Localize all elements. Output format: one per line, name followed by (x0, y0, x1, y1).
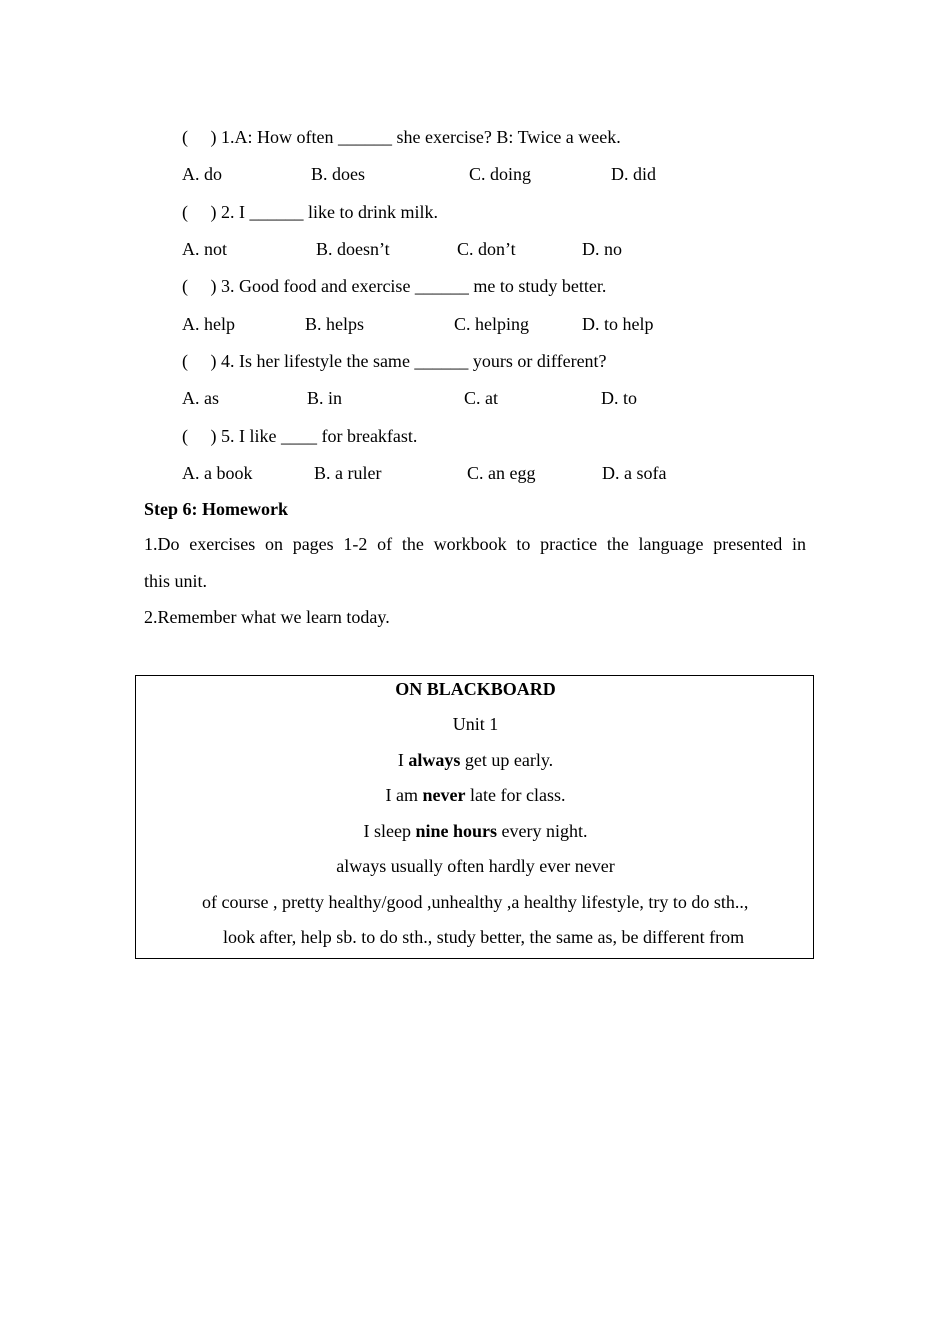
blackboard-sentence-3 (136, 819, 815, 843)
sentence-3-end: every night. (497, 821, 588, 841)
question-3-option-a: A. help (182, 314, 235, 334)
homework-item-2: 2.Remember what we learn today. (144, 607, 390, 627)
sentence-1-end: get up early. (460, 750, 554, 770)
question-1-option-c: C. doing (469, 164, 532, 184)
blackboard-box (135, 675, 814, 959)
blackboard-phrases-line-2: look after, help sb. to do sth., study better, the same as, be different from (223, 927, 745, 947)
question-1-option-d: D. did (611, 164, 656, 184)
question-3-stem: ( ) 3. Good food and exercise ______ me to study better. (182, 276, 607, 296)
question-2-option-c: C. don’t (457, 239, 516, 259)
question-1-option-a: A. do (182, 164, 222, 184)
question-4-option-b: B. in (307, 388, 343, 408)
homework-item-1-line-2: this unit. (144, 571, 208, 591)
question-2-option-d: D. no (582, 239, 622, 259)
blackboard-sentence-2 (136, 783, 815, 807)
question-3-option-c: C. helping (454, 314, 529, 334)
sentence-2-start: I am (385, 785, 423, 805)
blackboard-phrases-line-1: of course , pretty healthy/good ,unhealthy ,a healthy lifestyle, try to do sth.., (202, 892, 749, 912)
blackboard-unit: Unit 1 (452, 714, 499, 734)
sentence-1-start: I (397, 750, 409, 770)
question-5-option-b: B. a ruler (314, 463, 382, 483)
blackboard-sentence-1 (136, 748, 815, 772)
question-5-option-d: D. a sofa (602, 463, 667, 483)
blackboard-adverbs: always usually often hardly ever never (336, 856, 615, 876)
sentence-1-keyword: always (408, 750, 461, 770)
question-3-option-d: D. to help (582, 314, 654, 334)
sentence-2-keyword: never (422, 785, 466, 805)
homework-heading: Step 6: Homework (144, 499, 288, 519)
question-5-option-a: A. a book (182, 463, 253, 483)
sentence-3-keyword: nine hours (415, 821, 498, 841)
blackboard-title: ON BLACKBOARD (395, 679, 556, 699)
sentence-3-start: I sleep (363, 821, 416, 841)
question-1-stem: ( ) 1.A: How often ______ she exercise? B: Twice a week. (182, 127, 621, 147)
question-4-option-c: C. at (464, 388, 498, 408)
sentence-2-end: late for class. (465, 785, 566, 805)
question-2-option-a: A. not (182, 239, 227, 259)
question-4-option-d: D. to (601, 388, 637, 408)
question-4-option-a: A. as (182, 388, 219, 408)
question-3-option-b: B. helps (305, 314, 365, 334)
question-1-option-b: B. does (311, 164, 365, 184)
question-4-stem: ( ) 4. Is her lifestyle the same ______ yours or different? (182, 351, 607, 371)
homework-item-1-line-1: 1.Do exercises on pages 1-2 of the workbook to practice the language presented in (144, 534, 806, 554)
question-2-stem: ( ) 2. I ______ like to drink milk. (182, 202, 438, 222)
question-5-stem: ( ) 5. I like ____ for breakfast. (182, 426, 418, 446)
question-2-option-b: B. doesn’t (316, 239, 390, 259)
question-5-option-c: C. an egg (467, 463, 536, 483)
